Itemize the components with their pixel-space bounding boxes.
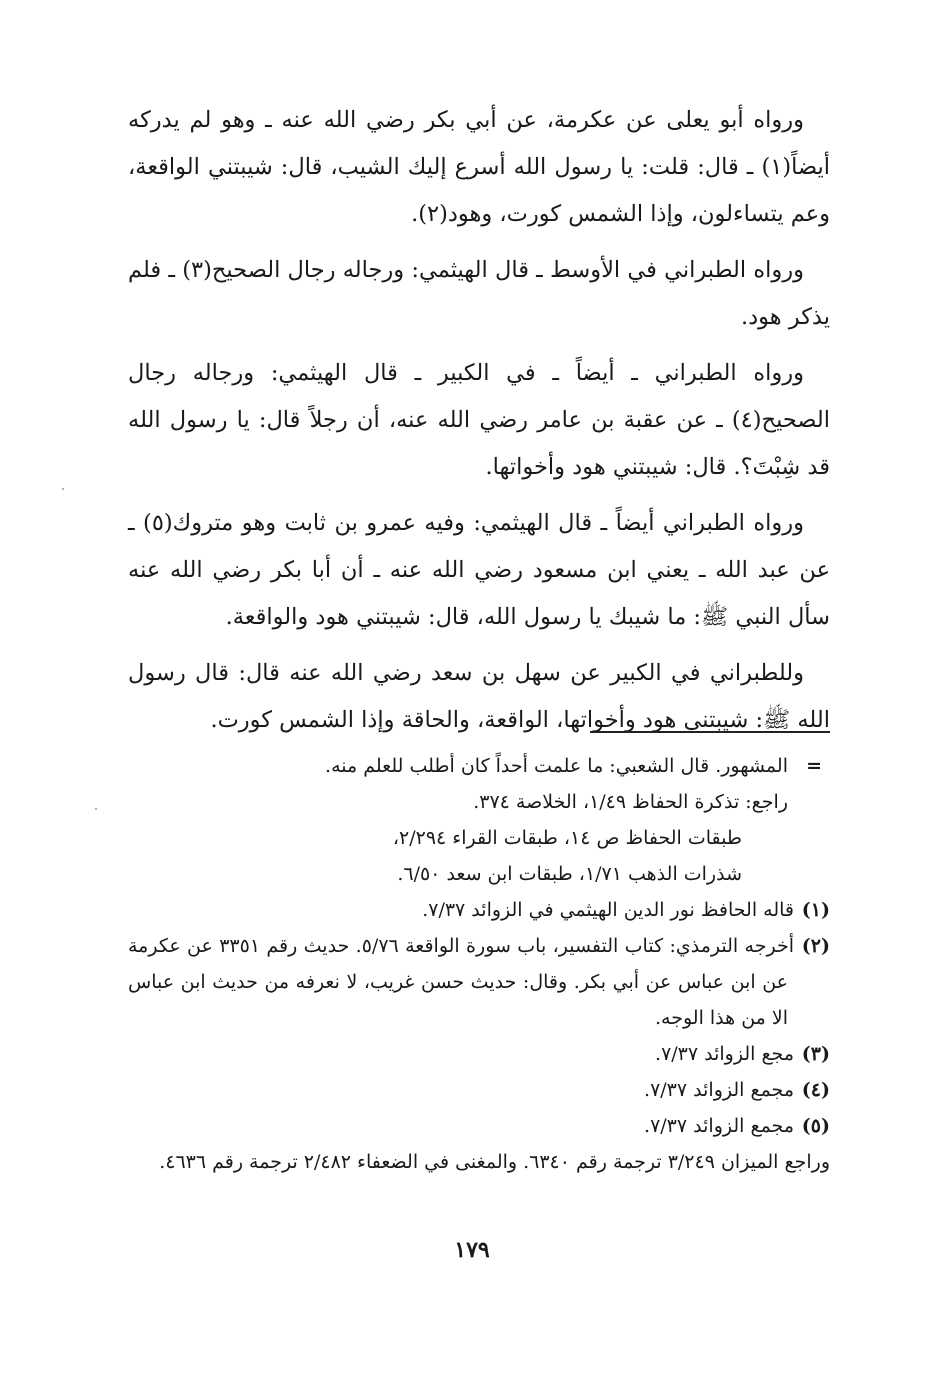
paragraph-4: ورواه الطبراني أيضاً ـ قال الهيثمي: وفيه عمرو بن ثابت وهو متروك(٥) ـ عن عبد الله ـ يعني ابن مسعود رضي الله عنه ـ أن أبا بكر رضي الله عنه سأل النبي ﷺ: ما شيبك يا رسول الله، قال: شيبتني هود والواقعة.	[128, 510, 830, 630]
footnote-refs-line-3: شذرات الذهب ١/٧١، طبقات ابن سعد ٦/٥٠.	[397, 863, 742, 885]
footnote-number: (٢)	[801, 935, 830, 957]
scan-speck	[62, 488, 64, 490]
footnote-1	[128, 892, 830, 928]
footnote-refs-line-2: طبقات الحفاظ ص ١٤، طبقات القراء ٢/٢٩٤،	[392, 827, 742, 849]
scan-speck	[95, 808, 97, 810]
footnote-separator	[590, 731, 830, 733]
paragraph-3: ورواه الطبراني ـ أيضاً ـ في الكبير ـ قال الهيثمي: ورجاله رجال الصحيح(٤) ـ عن عقبة بن عامر رضي الله عنه، أن رجلاً قال: يا رسول الله قد شِبْتَ؟. قال: شيبتني هود وأخواتها.	[128, 360, 830, 480]
footnote-continued	[128, 748, 830, 784]
footnote-text: مجمع الزوائد ٧/٣٧.	[644, 1115, 794, 1137]
footnote-text: أخرجه الترمذي: كتاب التفسير، باب سورة الواقعة ٥/٧٦. حديث رقم ٣٣٥١ عن عكرمة عن ابن عباس عن أبي بكر. وقال: حديث حسن غريب، لا نعرفه من حديث ابن عباس الا من هذا الوجه.	[128, 935, 794, 1029]
footnote-refs-line-1: راجع: تذكرة الحفاظ ١/٤٩، الخلاصة ٣٧٤.	[473, 791, 788, 813]
footnotes-section	[128, 748, 830, 1180]
footnote-4	[128, 1072, 830, 1108]
footnote-3	[128, 1036, 830, 1072]
paragraph-5: وللطبراني في الكبير عن سهل بن سعد رضي الله عنه قال: قال رسول الله ﷺ: شيبتني هود وأخواتها، الواقعة، والحاقة وإذا الشمس كورت.	[128, 660, 830, 733]
footnote-number: (٣)	[801, 1043, 830, 1065]
footnote-2	[128, 928, 830, 1036]
footnote-number: (١)	[801, 899, 830, 921]
page-number: ١٧٩	[454, 1237, 490, 1263]
main-text-body	[128, 97, 830, 744]
footnote-text: مجمع الزوائد ٧/٣٧.	[644, 1079, 794, 1101]
footnote-number: (٥)	[801, 1115, 830, 1137]
continuation-mark: =	[806, 755, 822, 777]
paragraph-2: ورواه الطبراني في الأوسط ـ قال الهيثمي: ورجاله رجال الصحيح(٣) ـ فلم يذكر هود.	[128, 257, 830, 330]
footnote-continued-text: المشهور. قال الشعبي: ما علمت أحداً كان أطلب للعلم منه.	[325, 755, 788, 777]
footnote-text: قاله الحافظ نور الدين الهيثمي في الزوائد ٧/٣٧.	[422, 899, 794, 921]
footnote-text: مجع الزوائد ٧/٣٧.	[655, 1043, 794, 1065]
footnote-number: (٤)	[801, 1079, 830, 1101]
footnote-tail: وراجع الميزان ٣/٢٤٩ ترجمة رقم ٦٣٤٠. والمغنى في الضعفاء ٢/٤٨٢ ترجمة رقم ٤٦٣٦.	[159, 1151, 830, 1173]
paragraph-1: ورواه أبو يعلى عن عكرمة، عن أبي بكر رضي الله عنه ـ وهو لم يدركه أيضاً(١) ـ قال: قلت: يا رسول الله أسرع إليك الشيب، قال: شيبتني الواقعة، وعم يتساءلون، وإذا الشمس كورت، وهود(٢).	[128, 107, 830, 227]
footnote-5	[128, 1108, 830, 1144]
